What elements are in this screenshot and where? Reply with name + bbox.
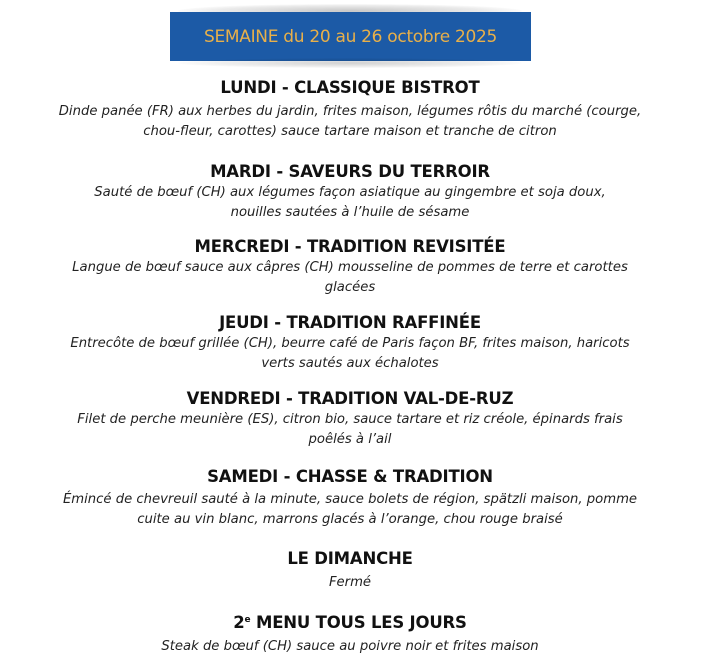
day-title: VENDREDI - TRADITION VAL-DE-RUZ <box>186 389 514 408</box>
second-menu-title-text: MENU TOUS LES JOURS <box>250 613 467 632</box>
second-menu-number: 2 <box>233 613 245 632</box>
day-description-line: Entrecôte de bœuf grillée (CH), beurre café de Paris façon BF, frites maison, haricots <box>70 336 630 351</box>
day-description-line: Steak de bœuf (CH) sauce au poivre noir et frites maison <box>161 639 539 654</box>
day-description-line: glacées <box>324 279 376 295</box>
day-title: JEUDI - TRADITION RAFFINÉE <box>219 313 481 332</box>
second-menu-title <box>20 613 680 633</box>
day-description-line: Fermé <box>328 575 372 590</box>
menu-day-saturday <box>20 467 680 529</box>
menu-day-thursday <box>20 313 680 373</box>
day-description-line: Filet de perche meunière (ES), citron bio, sauce tartare et riz créole, épinards frais <box>77 412 623 427</box>
day-description-line: chou-fleur, carottes) sauce tartare maison et tranche de citron <box>143 123 557 139</box>
day-description-line: Sauté de bœuf (CH) aux légumes façon asiatique au gingembre et soja doux, <box>94 185 606 200</box>
day-title: LUNDI - CLASSIQUE BISTROT <box>220 78 480 97</box>
day-title: LE DIMANCHE <box>287 549 413 568</box>
menu-day-monday <box>20 78 680 141</box>
day-description-line: Dinde panée (FR) aux herbes du jardin, frites maison, légumes rôtis du marché (courge, <box>58 104 642 119</box>
week-label: SEMAINE du 20 au 26 octobre 2025 <box>203 26 498 47</box>
day-description-line: verts sautés aux échalotes <box>261 355 439 371</box>
second-menu <box>20 613 680 657</box>
banner-bottom-shadow <box>178 58 522 68</box>
day-title: MARDI - SAVEURS DU TERROIR <box>210 162 490 181</box>
day-description-line: cuite au vin blanc, marrons glacés à l’orange, chou rouge braisé <box>137 511 563 527</box>
day-description-line: Émincé de chevreuil sauté à la minute, sauce bolets de région, spätzli maison, pomme <box>62 492 638 507</box>
menu-day-friday <box>20 389 680 449</box>
week-banner <box>170 12 531 61</box>
second-menu-ordinal: e <box>244 615 251 625</box>
day-description-line: Langue de bœuf sauce aux câpres (CH) mousseline de pommes de terre et carottes <box>72 260 628 275</box>
menu-day-tuesday <box>20 162 680 222</box>
day-title: MERCREDI - TRADITION REVISITÉE <box>194 237 506 256</box>
menu-day-sunday <box>20 549 680 593</box>
menu-day-wednesday <box>20 237 680 297</box>
day-description-line: poêlés à l’ail <box>308 431 392 447</box>
day-description-line: nouilles sautées à l’huile de sésame <box>230 204 470 220</box>
day-title: SAMEDI - CHASSE & TRADITION <box>207 467 493 486</box>
